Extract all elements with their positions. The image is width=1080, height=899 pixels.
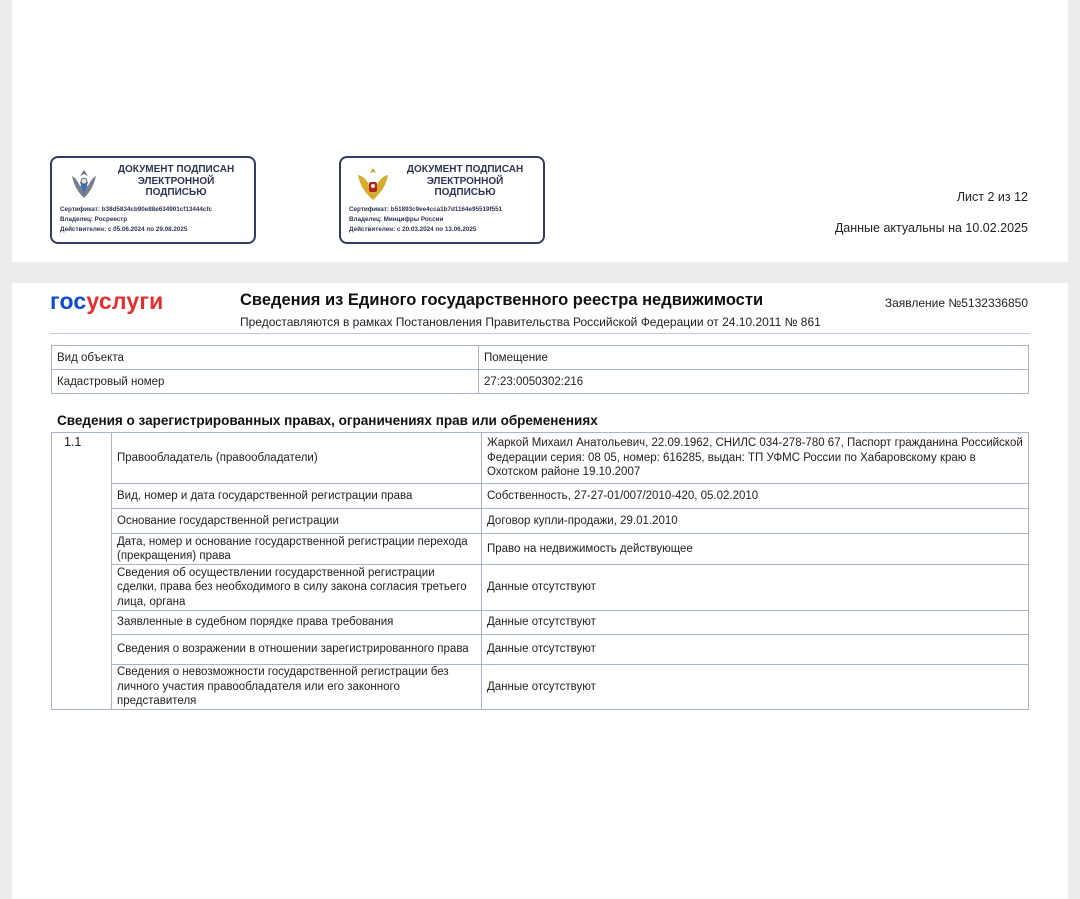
rights-label: Основание государственной регистрации — [112, 509, 482, 534]
application-number: Заявление №5132336850 — [884, 296, 1028, 310]
cadastral-number-label: Кадастровый номер — [52, 370, 479, 394]
table-row — [52, 484, 1029, 509]
rights-value: Право на недвижимость действующее — [482, 534, 1029, 565]
rights-value: Собственность, 27-27-01/007/2010-420, 05.02.2010 — [482, 484, 1029, 509]
rights-value: Договор купли-продажи, 29.01.2010 — [482, 509, 1029, 534]
rights-entry-number: 1.1 — [52, 433, 112, 710]
stamp-title: ДОКУМЕНТ ПОДПИСАН ЭЛЕКТРОННОЙ ПОДПИСЬЮ — [117, 164, 235, 198]
rights-value: Данные отсутствуют — [482, 611, 1029, 635]
stamp-certificate: Сертификат: b51893c9ee4cca1b7d1164e95519f551 — [349, 206, 503, 213]
rights-label: Заявленные в судебном порядке права требования — [112, 611, 482, 635]
object-type-label: Вид объекта — [52, 346, 479, 370]
rights-value: Жаркой Михаил Анатольевич, 22.09.1962, СНИЛС 034-278-780 67, Паспорт гражданина Российской Федерации серия: 08 05, номер: 616285, выдан: ТП УФМС России по Хабаровскому краю в Охотском районе 19.10.2007 — [482, 433, 1029, 484]
signature-stamp-mintsifry — [339, 156, 545, 244]
gosuslugi-logo: госуслуги — [50, 288, 164, 314]
stamp-certificate: Сертификат: b38d5834cb90e88e634901cf13444cfc — [60, 206, 213, 213]
signature-stamp-rosreestr — [50, 156, 256, 244]
rights-label: Правообладатель (правообладатели) — [112, 433, 482, 484]
divider — [50, 333, 1030, 334]
section-title: Сведения о зарегистрированных правах, ограничениях прав или обременениях — [57, 413, 598, 428]
rights-value: Данные отсутствуют — [482, 635, 1029, 665]
table-row — [52, 534, 1029, 565]
stamp-valid: Действителен: с 05.06.2024 по 29.08.2025 — [60, 226, 188, 233]
rights-label: Сведения о невозможности государственной регистрации без личного участия правообладателя или его законного представителя — [112, 665, 482, 710]
table-row — [52, 346, 1029, 370]
object-type-value: Помещение — [479, 346, 1029, 370]
table-row — [52, 611, 1029, 635]
document-subtitle: Предоставляются в рамках Постановления Правительства Российской Федерации от 24.10.2011 № 861 — [240, 315, 821, 329]
table-row — [52, 433, 1029, 484]
rights-table — [51, 432, 1029, 710]
cadastral-number-value: 27:23:0050302:216 — [479, 370, 1029, 394]
rights-value: Данные отсутствуют — [482, 665, 1029, 710]
rights-value: Данные отсутствуют — [482, 565, 1029, 611]
rights-label: Сведения об осуществлении государственной регистрации сделки, права без необходимого в силу закона согласия третьего лица, органа — [112, 565, 482, 611]
table-row — [52, 509, 1029, 534]
stamp-title: ДОКУМЕНТ ПОДПИСАН ЭЛЕКТРОННОЙ ПОДПИСЬЮ — [406, 164, 524, 198]
table-row — [52, 370, 1029, 394]
rights-label: Дата, номер и основание государственной регистрации перехода (прекращения) права — [112, 534, 482, 565]
table-row — [52, 565, 1029, 611]
table-row — [52, 635, 1029, 665]
rosreestr-emblem-icon — [64, 164, 104, 204]
stamp-valid: Действителен: с 20.03.2024 по 13.06.2025 — [349, 226, 477, 233]
table-row — [52, 665, 1029, 710]
stamp-owner: Владелец: Минцифры России — [349, 216, 444, 223]
rights-label: Вид, номер и дата государственной регистрации права — [112, 484, 482, 509]
document-title: Сведения из Единого государственного реестра недвижимости — [240, 291, 764, 309]
data-actual-date: Данные актуальны на 10.02.2025 — [834, 221, 1028, 235]
sheet-number: Лист 2 из 12 — [956, 190, 1028, 204]
rights-label: Сведения о возражении в отношении зарегистрированного права — [112, 635, 482, 665]
stamp-meta — [349, 205, 537, 235]
stamp-owner: Владелец: Росреестр — [60, 216, 128, 223]
object-table — [51, 345, 1029, 394]
stamp-meta — [60, 205, 248, 235]
russian-coat-of-arms-icon — [353, 164, 393, 204]
